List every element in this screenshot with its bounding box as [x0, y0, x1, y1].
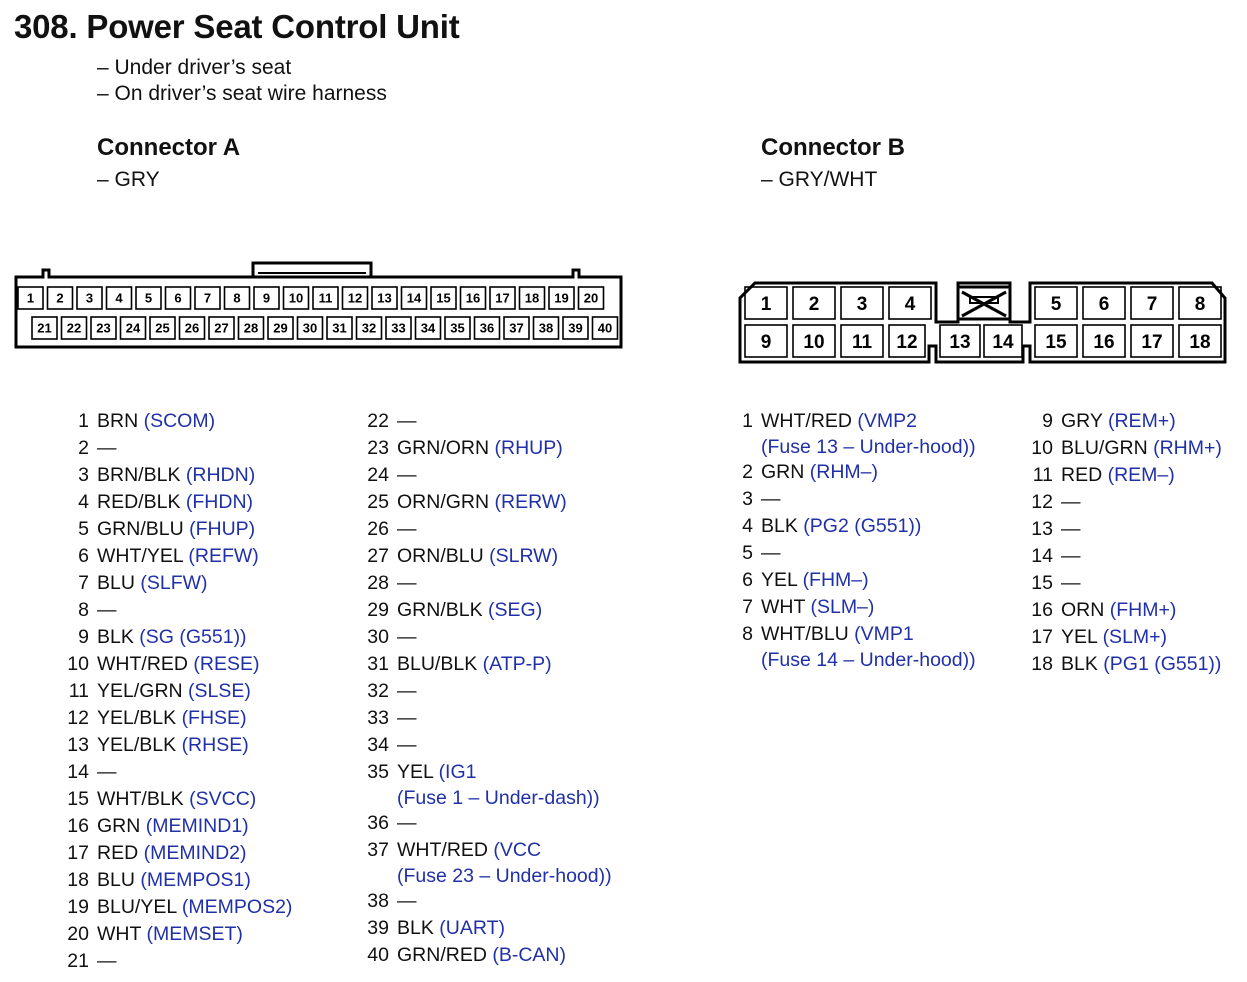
pin-number: 10 [67, 653, 89, 675]
pin-row [367, 837, 612, 864]
pin-row [367, 408, 612, 435]
pin-number: 6 [78, 545, 89, 567]
signal-name: (SCOM) [143, 410, 216, 432]
pin-row [367, 651, 612, 678]
connector-b-pin-list-1 [742, 408, 976, 672]
wire-color: BLU [97, 572, 135, 594]
wire-color: — [97, 950, 117, 972]
signal-name: (SLM+) [1102, 626, 1168, 648]
signal-name: (REM–) [1107, 464, 1175, 486]
pin-row [742, 486, 976, 513]
signal-name: (IG1 [438, 761, 477, 783]
wire-color: BLU [97, 869, 135, 891]
pin-number: 13 [1031, 518, 1053, 540]
wire-color: — [1061, 545, 1081, 567]
wire-color: WHT [761, 596, 806, 618]
wire-color: GRN/ORN [397, 437, 490, 459]
connector-a-pin-list-2 [367, 408, 612, 969]
signal-name: (UART) [439, 917, 505, 939]
pin-cavity-label: 5 [1050, 293, 1062, 315]
pin-row [367, 624, 612, 651]
pin-row [367, 942, 612, 969]
pin-cavity-label: 12 [896, 331, 918, 353]
wire-color: WHT [97, 923, 142, 945]
pin-cavity-label: 30 [302, 320, 318, 336]
pin-cavity-label: 17 [495, 290, 510, 306]
pin-number: 39 [367, 917, 389, 939]
pin-number: 30 [367, 626, 389, 648]
pin-row [367, 810, 612, 837]
fuse-note: (Fuse 13 – Under-hood)) [761, 436, 976, 458]
pin-row [67, 894, 293, 921]
pin-row [367, 915, 612, 942]
pin-row [367, 888, 612, 915]
signal-name: (VCC [493, 839, 542, 861]
pin-cavity-label: 14 [992, 331, 1014, 353]
pin-cavity-label: 2 [808, 293, 820, 315]
pin-number: 3 [78, 464, 89, 486]
pin-cavity-label: 37 [509, 320, 524, 336]
signal-name: (RHM+) [1153, 437, 1222, 459]
pin-number: 10 [1031, 437, 1053, 459]
signal-name: (SLSE) [188, 680, 251, 702]
pin-row [742, 513, 976, 540]
pin-row [742, 540, 976, 567]
wire-color: BLK [397, 917, 434, 939]
pin-row [742, 594, 976, 621]
pin-cavity-label: 18 [524, 290, 540, 306]
pin-number: 3 [742, 488, 753, 510]
pin-row [367, 732, 612, 759]
pin-cavity-label: 11 [851, 331, 873, 353]
pin-cavity-label: 13 [949, 331, 971, 353]
pin-cavity-label: 16 [465, 290, 481, 306]
signal-name: (RESE) [193, 653, 260, 675]
connector-b-bottom-row [745, 325, 1221, 357]
signal-name: (RERW) [494, 491, 567, 513]
wire-color: BLU/BLK [397, 653, 478, 675]
pin-row [78, 570, 292, 597]
wire-color: — [397, 734, 417, 756]
signal-name: (RHDN) [185, 464, 256, 486]
pin-cavity-label: 35 [450, 320, 465, 336]
pin-number: 20 [67, 923, 89, 945]
wire-color: — [97, 599, 117, 621]
pin-number: 11 [1032, 464, 1053, 486]
signal-name: (PG2 (G551)) [803, 515, 922, 537]
pin-cavity-label: 25 [155, 320, 170, 336]
wire-color: YEL [397, 761, 434, 783]
signal-name: (MEMIND1) [145, 815, 249, 837]
pin-cavity-label: 4 [115, 290, 123, 306]
signal-name: (PG1 (G551)) [1103, 653, 1222, 675]
location-line-2: – On driver’s seat wire harness [97, 82, 387, 105]
pin-row [367, 705, 612, 732]
pin-cavity-label: 10 [803, 331, 825, 353]
pin-row [67, 759, 292, 786]
wire-color: — [761, 488, 781, 510]
signal-name: (SG (G551)) [139, 626, 247, 648]
signal-name: (FHDN) [185, 491, 254, 513]
signal-name: (SLRW) [489, 545, 559, 567]
wire-color: WHT/RED [97, 653, 188, 675]
pin-number: 28 [367, 572, 389, 594]
pin-number: 5 [742, 542, 753, 564]
wire-color: GRY [1061, 410, 1103, 432]
pin-cavity-label: 6 [1098, 293, 1110, 315]
pin-number: 2 [742, 461, 753, 483]
pin-cavity-label: 2 [56, 290, 64, 306]
wire-color: YEL [1061, 626, 1098, 648]
pin-number: 9 [1042, 410, 1053, 432]
pin-number: 4 [742, 515, 753, 537]
signal-name: (SLM–) [810, 596, 875, 618]
signal-name: (FHUP) [189, 518, 256, 540]
pin-number: 35 [367, 761, 389, 783]
pin-cavity-label: 29 [273, 320, 288, 336]
pin-number: 36 [367, 812, 389, 834]
pin-number: 1 [78, 410, 89, 432]
pin-cavity-label: 9 [262, 290, 271, 306]
wire-color: GRN/BLU [97, 518, 184, 540]
pin-row [1032, 462, 1222, 489]
pin-row [367, 462, 612, 489]
connector-a-title: Connector A [97, 134, 241, 161]
pin-cavity-label: 21 [37, 320, 52, 336]
pin-row [1031, 597, 1222, 624]
wire-color: — [397, 626, 417, 648]
connector-b-title: Connector B [761, 134, 905, 161]
pin-cavity-label: 10 [288, 290, 304, 306]
pin-row [67, 651, 292, 678]
wire-color: — [397, 410, 417, 432]
pin-number: 38 [367, 890, 389, 912]
pin-cavity-label: 23 [96, 320, 111, 336]
wire-color: GRN [97, 815, 141, 837]
pin-number: 21 [67, 950, 89, 972]
pin-row [367, 597, 612, 624]
pin-row [78, 597, 292, 624]
signal-name: (VMP2 [857, 410, 918, 432]
signal-name: (FHSE) [181, 707, 247, 729]
wire-color: WHT/RED [397, 839, 488, 861]
wire-color: — [97, 761, 117, 783]
signal-name: (FHM+) [1109, 599, 1177, 621]
pin-number: 7 [742, 596, 753, 618]
signal-name: (SLFW) [140, 572, 208, 594]
pin-row [1031, 516, 1222, 543]
connector-a-diagram [0, 255, 640, 360]
pin-row [742, 567, 976, 594]
pin-cavity-label: 5 [144, 290, 153, 306]
pin-row [78, 408, 292, 435]
pin-row [367, 435, 612, 462]
pin-row [67, 948, 292, 975]
pin-number: 17 [67, 842, 89, 864]
pin-number: 11 [68, 680, 89, 702]
pin-row [367, 678, 612, 705]
wire-color: BLK [97, 626, 134, 648]
pin-row [68, 678, 292, 705]
pin-cavity-label: 18 [1189, 331, 1211, 353]
pin-number: 1 [742, 410, 753, 432]
pin-number: 14 [1031, 545, 1053, 567]
wire-color: — [397, 572, 417, 594]
pin-number: 31 [367, 653, 389, 675]
pin-number: 12 [67, 707, 89, 729]
pin-cavity-label: 4 [904, 293, 916, 315]
pin-cavity-label: 11 [318, 290, 333, 306]
pin-number: 12 [1031, 491, 1053, 513]
pin-row [78, 489, 292, 516]
pin-row [1042, 408, 1222, 435]
pin-row [78, 516, 292, 543]
pin-row [67, 786, 292, 813]
fuse-note: (Fuse 1 – Under-dash)) [397, 787, 600, 809]
connector-b-color: – GRY/WHT [761, 168, 878, 191]
signal-name: (MEMSET) [146, 923, 243, 945]
pin-row [67, 867, 292, 894]
pin-cavity-label: 1 [760, 293, 772, 315]
wire-color: YEL/BLK [97, 734, 177, 756]
wire-color: BLK [761, 515, 798, 537]
pin-row [67, 732, 292, 759]
pin-cavity-label: 7 [203, 290, 212, 306]
wire-color: — [397, 680, 417, 702]
wire-color: BLU/YEL [97, 896, 177, 918]
pin-row [367, 570, 612, 597]
wire-color: — [1061, 518, 1081, 540]
pin-cavity-label: 36 [479, 320, 495, 336]
wire-color: YEL/BLK [97, 707, 177, 729]
pin-row [78, 462, 292, 489]
pin-row [742, 408, 976, 435]
pin-number: 8 [78, 599, 89, 621]
pin-cavity-label: 15 [1045, 331, 1067, 353]
pin-cavity-label: 32 [361, 320, 377, 336]
pin-number: 27 [367, 545, 389, 567]
pin-cavity-label: 19 [554, 290, 569, 306]
pin-row [1031, 435, 1222, 462]
pin-number: 16 [67, 815, 89, 837]
pin-number: 9 [78, 626, 89, 648]
connector-a-bottom-row [32, 317, 618, 339]
pin-row [78, 435, 292, 462]
pin-number: 33 [367, 707, 389, 729]
wire-color: — [397, 707, 417, 729]
pin-number: 16 [1031, 599, 1053, 621]
wire-color: — [397, 890, 417, 912]
pin-row [78, 543, 292, 570]
pin-number: 5 [78, 518, 89, 540]
pin-cavity-label: 17 [1141, 331, 1163, 353]
pin-cavity-label: 33 [391, 320, 406, 336]
pin-cavity-label: 26 [184, 320, 200, 336]
wire-color: ORN [1061, 599, 1105, 621]
pin-number: 32 [367, 680, 389, 702]
connector-a-top-row [18, 287, 604, 309]
signal-name: (RHM–) [809, 461, 879, 483]
signal-name: (MEMPOS1) [140, 869, 251, 891]
wire-color: WHT/BLU [761, 623, 849, 645]
wire-color: GRN/BLK [397, 599, 483, 621]
pin-cavity-label: 15 [436, 290, 451, 306]
pin-number: 14 [67, 761, 89, 783]
pin-cavity-label: 8 [1194, 293, 1206, 315]
signal-name: (B-CAN) [492, 944, 567, 966]
signal-name: (MEMPOS2) [181, 896, 293, 918]
wire-color: BRN/BLK [97, 464, 181, 486]
pin-number: 18 [67, 869, 89, 891]
pin-number: 7 [78, 572, 89, 594]
pin-row [67, 921, 292, 948]
pin-number: 34 [367, 734, 389, 756]
wire-color: WHT/YEL [97, 545, 183, 567]
pin-cavity-label: 8 [233, 290, 241, 306]
wire-color: GRN/RED [397, 944, 487, 966]
pin-number: 8 [742, 623, 753, 645]
wire-color: — [761, 542, 781, 564]
pin-cavity-label: 9 [760, 331, 772, 353]
connector-a-pin-list-1 [67, 408, 293, 975]
pin-row [67, 840, 292, 867]
pin-number: 17 [1031, 626, 1053, 648]
pin-cavity-label: 22 [66, 320, 82, 336]
pin-cavity-label: 14 [406, 290, 422, 306]
wire-color: BLK [1061, 653, 1098, 675]
pin-row [1031, 624, 1222, 651]
pin-cavity-label: 31 [332, 320, 347, 336]
pin-row [1031, 489, 1222, 516]
pin-number: 2 [78, 437, 89, 459]
pin-number: 23 [367, 437, 389, 459]
wire-color: YEL [761, 569, 798, 591]
location-line-1: – Under driver’s seat [97, 56, 292, 79]
fuse-note: (Fuse 23 – Under-hood)) [397, 865, 612, 887]
wire-color: — [397, 812, 417, 834]
pin-row [367, 516, 612, 543]
pin-row [367, 759, 612, 786]
signal-name: (SEG) [488, 599, 543, 621]
pin-row [67, 813, 292, 840]
pin-number: 15 [1031, 572, 1053, 594]
signal-name: (ATP-P) [482, 653, 552, 675]
signal-name: (MEMIND2) [143, 842, 247, 864]
wire-color: ORN/GRN [397, 491, 490, 513]
signal-name: (FHM–) [802, 569, 869, 591]
wire-color: — [1061, 572, 1081, 594]
pin-cavity-label: 1 [26, 290, 35, 306]
pin-number: 15 [67, 788, 89, 810]
pin-cavity-label: 3 [85, 290, 94, 306]
wire-color: WHT/BLK [97, 788, 184, 810]
pin-row [742, 459, 976, 486]
pin-cavity-label: 28 [243, 320, 259, 336]
pin-cavity-label: 13 [377, 290, 392, 306]
wire-color: ORN/BLU [397, 545, 484, 567]
pin-cavity-label: 39 [568, 320, 583, 336]
pin-number: 24 [367, 464, 389, 486]
pin-cavity-label: 7 [1146, 293, 1158, 315]
signal-name: (REM+) [1107, 410, 1176, 432]
pin-number: 6 [742, 569, 753, 591]
connector-b-key-icon [958, 287, 1010, 319]
wire-color: — [397, 464, 417, 486]
connector-b-diagram [730, 270, 1230, 370]
pin-cavity-label: 34 [420, 320, 436, 336]
wire-color: WHT/RED [761, 410, 852, 432]
signal-name: (VMP1 [854, 623, 914, 645]
pin-number: 26 [367, 518, 389, 540]
signal-name: (REFW) [188, 545, 259, 567]
pin-cavity-label: 40 [597, 320, 613, 336]
pin-number: 25 [367, 491, 389, 513]
wire-color: RED [1061, 464, 1103, 486]
pin-number: 37 [367, 839, 389, 861]
wire-color: — [97, 437, 117, 459]
pin-row [1031, 570, 1222, 597]
wire-color: RED/BLK [97, 491, 181, 513]
pin-row [742, 621, 976, 648]
signal-name: (SVCC) [189, 788, 257, 810]
wire-color: — [397, 518, 417, 540]
pin-row [1031, 543, 1222, 570]
pin-row [67, 705, 292, 732]
pin-row [367, 543, 612, 570]
pin-cavity-label: 16 [1093, 331, 1115, 353]
pin-cavity-label: 24 [125, 320, 141, 336]
wire-color: BRN [97, 410, 139, 432]
pin-cavity-label: 3 [856, 293, 868, 315]
pin-cavity-label: 38 [538, 320, 554, 336]
connector-a-color: – GRY [97, 168, 160, 191]
signal-name: (RHUP) [494, 437, 563, 459]
pin-cavity-label: 6 [174, 290, 182, 306]
pin-number: 22 [367, 410, 389, 432]
signal-name: (RHSE) [181, 734, 249, 756]
pin-number: 13 [67, 734, 89, 756]
pin-row [367, 489, 612, 516]
pin-number: 4 [78, 491, 89, 513]
wire-color: — [1061, 491, 1081, 513]
connector-b-pin-list-2 [1031, 408, 1222, 678]
pin-cavity-label: 27 [214, 320, 229, 336]
pin-number: 19 [67, 896, 89, 918]
pin-number: 18 [1031, 653, 1053, 675]
pin-cavity-label: 20 [583, 290, 599, 306]
fuse-note: (Fuse 14 – Under-hood)) [761, 649, 976, 671]
wire-color: RED [97, 842, 139, 864]
page-title: 308. Power Seat Control Unit [14, 8, 460, 45]
pin-number: 29 [367, 599, 389, 621]
pin-cavity-label: 12 [347, 290, 363, 306]
wire-color: GRN [761, 461, 805, 483]
wire-color: BLU/GRN [1061, 437, 1148, 459]
wire-color: YEL/GRN [97, 680, 183, 702]
pin-number: 40 [367, 944, 389, 966]
pin-row [78, 624, 292, 651]
pin-row [1031, 651, 1222, 678]
